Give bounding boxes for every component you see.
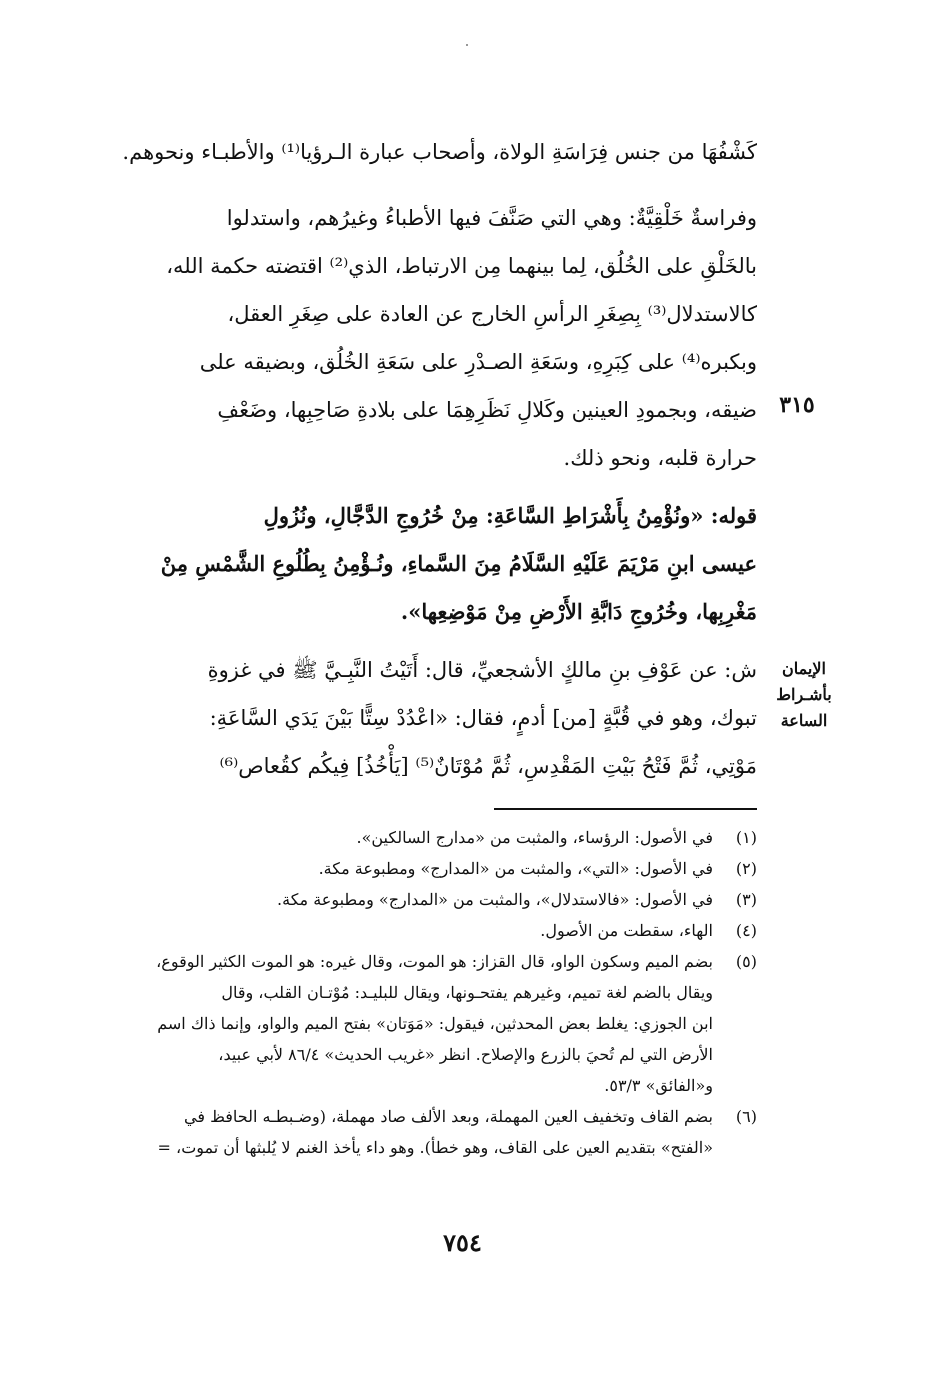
text-line: وبكبره⁽⁴⁾ على كِبَرِهِ، وسَعَةِ الصـدْرِ على سَعَةِ الخُلُق، وبضيقه على [199, 350, 757, 374]
footnote [80, 1101, 757, 1163]
footnote-number: (٢) [735, 859, 757, 878]
commentary-line: ش: عن عَوْفِ بنِ مالكٍ الأشجعيِّ، قال: أَتَيْتُ النَّبِـيَّ ﷺ في غزوةِ [207, 658, 757, 682]
footnote-text [80, 884, 713, 915]
footnotes [80, 822, 757, 1163]
footnote-text [80, 822, 713, 853]
footnote [80, 822, 757, 853]
matn-quote [80, 492, 757, 636]
footnote-line: بضم الميم وسكون الواو، قال القزاز: هو الموت، وقال غيره: هو الموت الكثير الوقوع، [156, 952, 713, 971]
footnote-text [80, 915, 713, 946]
paragraph-continuation [80, 128, 757, 176]
commentary-line: مَوْتِي، ثُمَّ فَتْحُ بَيْتِ المَقْدِسِ، ثُمَّ مُوْتَانٌ⁽⁵⁾ [يَأْخُذُ] فِيكُم كقُعاص⁽⁶⁾ [219, 754, 757, 778]
page-number: ٧٥٤ [443, 1228, 482, 1257]
footnote-number: (٣) [735, 890, 757, 909]
footnote-text [80, 946, 713, 1101]
footnote [80, 946, 757, 1101]
side-heading-signs-of-the-hour [762, 656, 846, 734]
text-line: كالاستدلال⁽³⁾ بِصِغَرِ الرأسِ الخارج عن العادة على صِغَرِ العقل، [227, 302, 757, 326]
paragraph-physical-physiognomy [80, 194, 757, 482]
commentary-paragraph [80, 646, 757, 790]
scan-speck [466, 44, 468, 46]
quote-line: مَغْرِبِها، وخُرُوجِ دَابَّةِ الأَرْضِ مِنْ مَوْضِعِها». [400, 599, 757, 624]
footnote-number: (١) [735, 828, 757, 847]
footnote-text [80, 1101, 713, 1163]
side-heading-line: الإيمان بأشـراط [776, 659, 832, 704]
footnote-line: في الأصول: «التي»، والمثبت من «المدارج» ومطبوعة مكة. [318, 859, 713, 878]
footnote-line: و«الفائق» ٥٣/٣. [604, 1076, 713, 1095]
quote-line: قوله: «ونُؤْمِنُ بِأَشْرَاطِ السَّاعَةِ: مِنْ خُرُوجِ الدَّجَّالِ، ونُزُولِ [263, 503, 757, 528]
text-line: بالخَلْقِ على الخُلُق، لِما بينهما مِن الارتباط، الذي⁽²⁾ اقتضته حكمة الله، [166, 254, 757, 278]
footnote-separator [494, 808, 757, 810]
footnote-number: (٤) [735, 921, 757, 940]
footnote-line: الأرض التي لم تُحيَ بالزرع والإصلاح. انظر «غريب الحديث» ٨٦/٤ لأبي عبيد، [218, 1045, 713, 1064]
footnote-line: بضم القاف وتخفيف العين المهملة، وبعد الألف صاد مهملة، (وضـبطـه الحافظ في [184, 1107, 713, 1126]
footnote [80, 884, 757, 915]
footnote-text [80, 853, 713, 884]
footnote-number: (٥) [735, 952, 757, 971]
text-line: حرارة قلبه، ونحو ذلك. [563, 446, 757, 470]
side-heading-line: الساعة [780, 711, 828, 730]
text-line: كَشْفُهَا من جنس فِرَاسَةِ الولاة، وأصحاب عبارة الـرؤيا⁽¹⁾ والأطبـاء ونحوهم. [122, 140, 757, 164]
footnote-line: «الفتح» بتقديم العين على القاف، وهو خطأ). وهو داء يأخذ الغنم لا يُلبثها أن تموت، = [157, 1138, 713, 1157]
commentary-line: تبوك، وهو في قُبَّةٍ [من] أدمٍ، فقال: «اعْدُدْ سِتًّا بَيْنَ يَدَي السَّاعَةِ: [209, 706, 757, 730]
footnote [80, 915, 757, 946]
footnote-line: في الأصول: «فالاستدلال»، والمثبت من «المدارج» ومطبوعة مكة. [277, 890, 713, 909]
footnote-number: (٦) [735, 1107, 757, 1126]
quote-line: عيسى ابنِ مَرْيَمَ عَلَيْهِ السَّلَامُ مِنَ السَّماءِ، ونُـؤْمِنُ بِطُلُوعِ الشَّمْسِ مِنْ [160, 551, 757, 576]
margin-page-reference: ٣١٥ [779, 392, 815, 418]
text-line: ضيقه، وبجمودِ العينين وكَلالِ نَظَرِهِمَا على بلادةِ صَاحِبِها، وضَعْفِ [217, 398, 757, 422]
footnote-line: الهاء، سقطت من الأصول. [540, 921, 713, 940]
footnote-line: ابن الجوزي: يغلط بعض المحدثين، فيقول: «مَوَتان» بفتح الميم والواو، وإنما ذاك اسم [157, 1014, 713, 1033]
footnote-line: في الأصول: الرؤساء، والمثبت من «مدارج السالكين». [356, 828, 713, 847]
footnote-line: ويقال بالضم لغة تميم، وغيرهم يفتحـونها، ويقال للبليـد: مُوْتـان القلب، وقال [221, 983, 713, 1002]
text-line: وفراسةٌ خَلْقِيَّةٌ: وهي التي صَنَّفَ فيها الأطباءُ وغيرُهم، واستدلوا [226, 206, 757, 230]
footnote [80, 853, 757, 884]
